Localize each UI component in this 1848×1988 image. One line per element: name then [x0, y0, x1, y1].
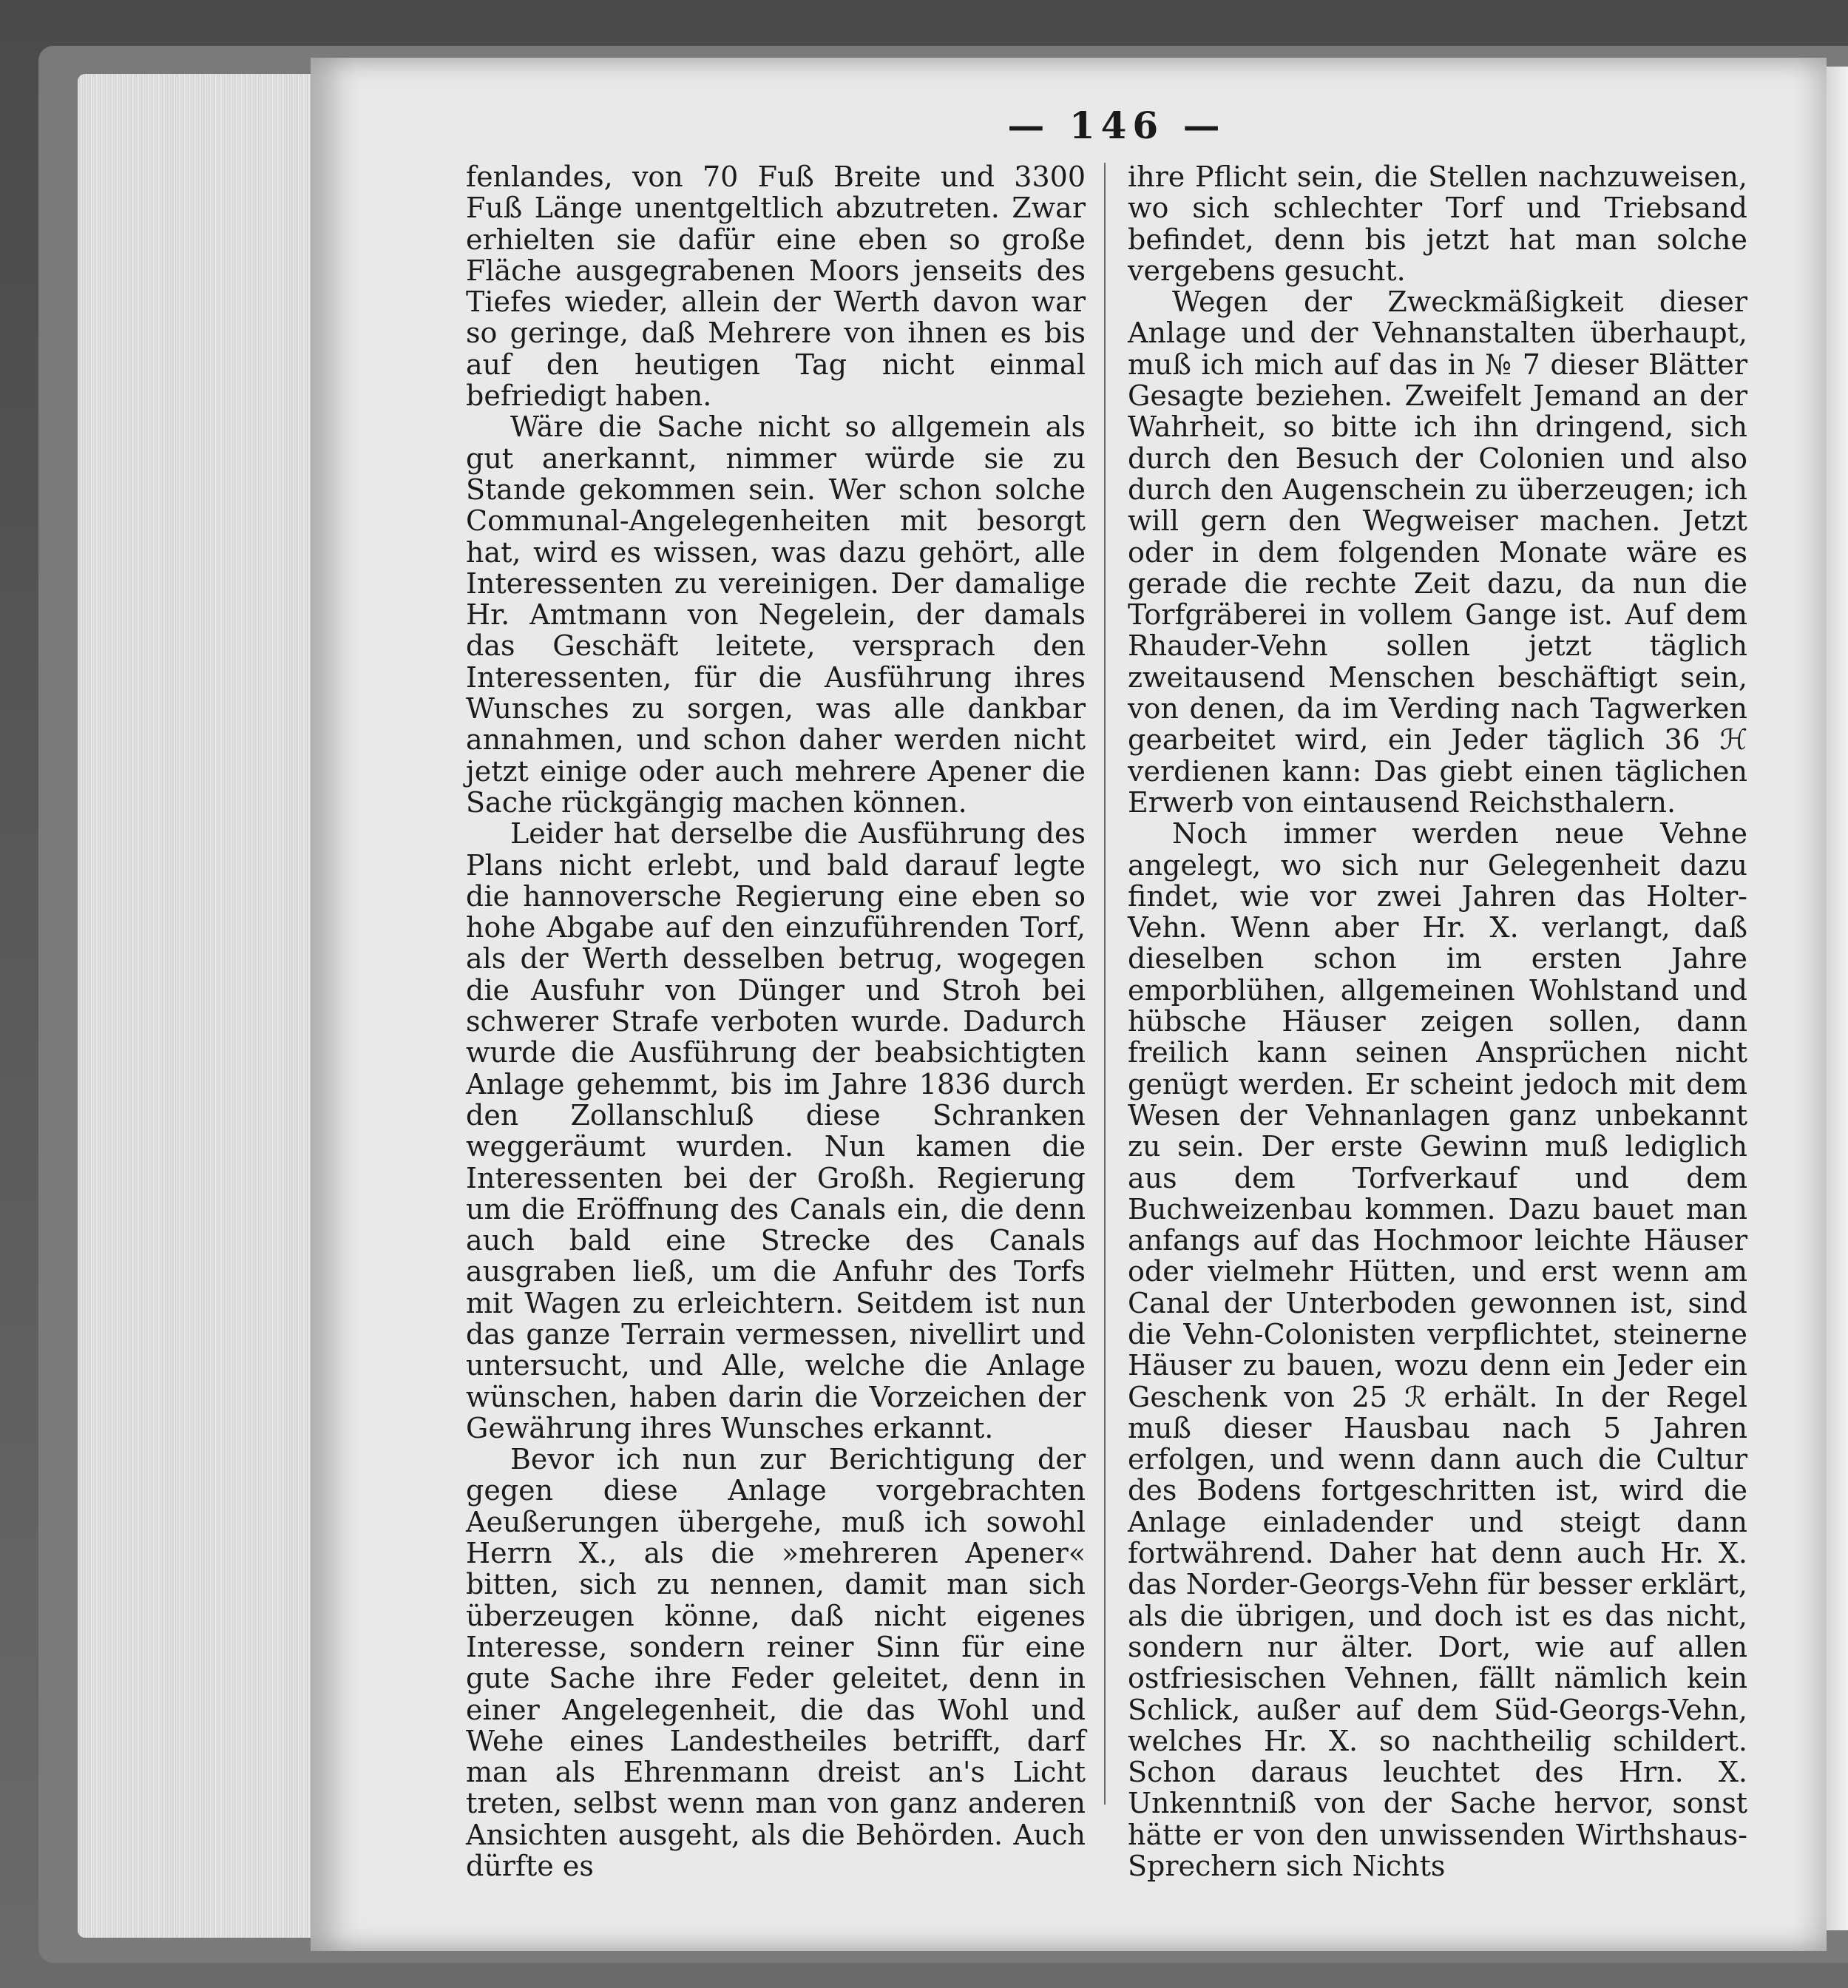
column-divider [1104, 163, 1106, 1805]
paragraph: fenlandes, von 70 Fuß Breite und 3300 Fuß Länge unentgeltlich abzutreten. Zwar erhielten sie dafür eine eben so große Fläche ausgegrabenen Moors jenseits des Tiefes wieder, allein der Werth davon war so geringe, daß Mehrere von ihnen es bis auf den heutigen Tag nicht einmal befriedigt haben. [466, 160, 1086, 413]
paragraph: Noch immer werden neue Vehne angelegt, wo sich nur Gelegenheit dazu findet, wie vor zwei Jahren das Holter-Vehn. Wenn aber Hr. X. verlangt, daß dieselben schon im ersten Jahre emporblühen, allgemeinen Wohlstand und hübsche Häuser zeigen sollen, dann freilich kann seinen Ansprüchen nicht genügt werden. Er scheint jedoch mit dem Wesen der Vehnanlagen ganz unbekannt zu sein. Der erste Gewinn muß lediglich aus dem Torfverkauf und dem Buchweizenbau kommen. Dazu bauet man anfangs auf das Hochmoor leichte Häuser oder vielmehr Hütten, und erst wenn am Canal der Unterboden gewonnen ist, sind die Vehn-Colonisten verpflichtet, steinerne Häuser zu bauen, wozu denn ein Jeder ein Geschenk von 25 ℛ erhält. In der Regel muß dieser Hausbau nach 5 Jahren erfolgen, und wenn dann auch die Cultur des Bodens fortgeschritten ist, wird die Anlage einladender und steigt dann fortwährend. Daher hat denn auch Hr. X. das Norder-Georgs-Vehn für besser erklärt, als die übrigen, und doch ist es das nicht, sondern nur älter. Dort, wie auf allen ostfriesischen Vehnen, fällt nämlich kein Schlick, außer auf dem Süd-Georgs-Vehn, welches Hr. X. so nachtheilig schildert. Schon daraus leuchtet des Hrn. X. Unkenntniß von der Sache hervor, sonst hätte er von den unwissenden Wirthshaus-Sprechern sich Nichts [1128, 817, 1747, 1883]
page-number: — 146 — [1007, 104, 1226, 147]
paragraph: ihre Pflicht sein, die Stellen nachzuweisen, wo sich schlechter Torf und Triebsand befindet, denn bis jetzt hat man solche vergebens gesucht. [1128, 160, 1747, 287]
paragraph: Bevor ich nun zur Berichtigung der gegen diese Anlage vorgebrachten Aeußerungen übergehe, muß ich sowohl Herrn X., als die »mehreren Apener« bitten, sich zu nennen, damit man sich überzeugen könne, daß nicht eigenes Interesse, sondern reiner Sinn für eine gute Sache ihre Feder geleitet, denn in einer Angelegenheit, die das Wohl und Wehe eines Landestheiles betrifft, darf man als Ehrenmann dreist an's Licht treten, selbst wenn man von ganz anderen Ansichten ausgeht, als die Behörden. Auch dürfte es [466, 1443, 1086, 1883]
paragraph: Wäre die Sache nicht so allgemein als gut anerkannt, nimmer würde sie zu Stande gekommen sein. Wer schon solche Communal-Angelegenheiten mit besorgt hat, wird es wissen, was dazu gehört, alle Interessenten zu vereinigen. Der damalige Hr. Amtmann von Negelein, der damals das Geschäft leitete, versprach den Interessenten, für die Ausführung ihres Wunsches zu sorgen, was alle dankbar annahmen, und schon daher werden nicht jetzt einige oder auch mehrere Apener die Sache rückgängig machen können. [466, 410, 1086, 819]
paragraph: Leider hat derselbe die Ausführung des Plans nicht erlebt, und bald darauf legte die hannoversche Regierung eine eben so hohe Abgabe auf den einzuführenden Torf, als der Werth desselben betrug, wogegen die Ausfuhr von Dünger und Stroh bei schwerer Strafe verboten wurde. Dadurch wurde die Ausführung der beabsichtigten Anlage gehemmt, bis im Jahre 1836 durch den Zollanschluß diese Schranken weggeräumt wurden. Nun kamen die Interessenten bei der Großh. Regierung um die Eröffnung des Canals ein, die denn auch bald eine Strecke des Canals ausgraben ließ, um die Anfuhr des Torfs mit Wagen zu erleichtern. Seitdem ist nun das ganze Terrain vermessen, nivellirt und untersucht, und Alle, welche die Anlage wünschen, haben darin die Vorzeichen der Gewährung ihres Wunsches erkannt. [466, 817, 1086, 1444]
right-column [1128, 161, 1747, 1882]
page-edges [78, 74, 314, 1938]
paragraph: Wegen der Zweckmäßigkeit dieser Anlage und der Vehnanstalten überhaupt, muß ich mich auf das in № 7 dieser Blätter Gesagte beziehen. Zweifelt Jemand an der Wahrheit, so bitte ich ihn dringend, sich durch den Besuch der Colonien und also durch den Augenschein zu überzeugen; ich will gern den Wegweiser machen. Jetzt oder in dem folgenden Monate wäre es gerade die rechte Zeit dazu, da nun die Torfgräberei in vollem Gange ist. Auf dem Rhauder-Vehn sollen jetzt täglich zweitausend Menschen beschäftigt sein, von denen, da im Verding nach Tagwerken gearbeitet wird, ein Jeder täglich 36 ℋ verdienen kann: Das giebt einen täglichen Erwerb von eintausend Reichsthalern. [1128, 285, 1747, 819]
left-column [466, 161, 1086, 1882]
